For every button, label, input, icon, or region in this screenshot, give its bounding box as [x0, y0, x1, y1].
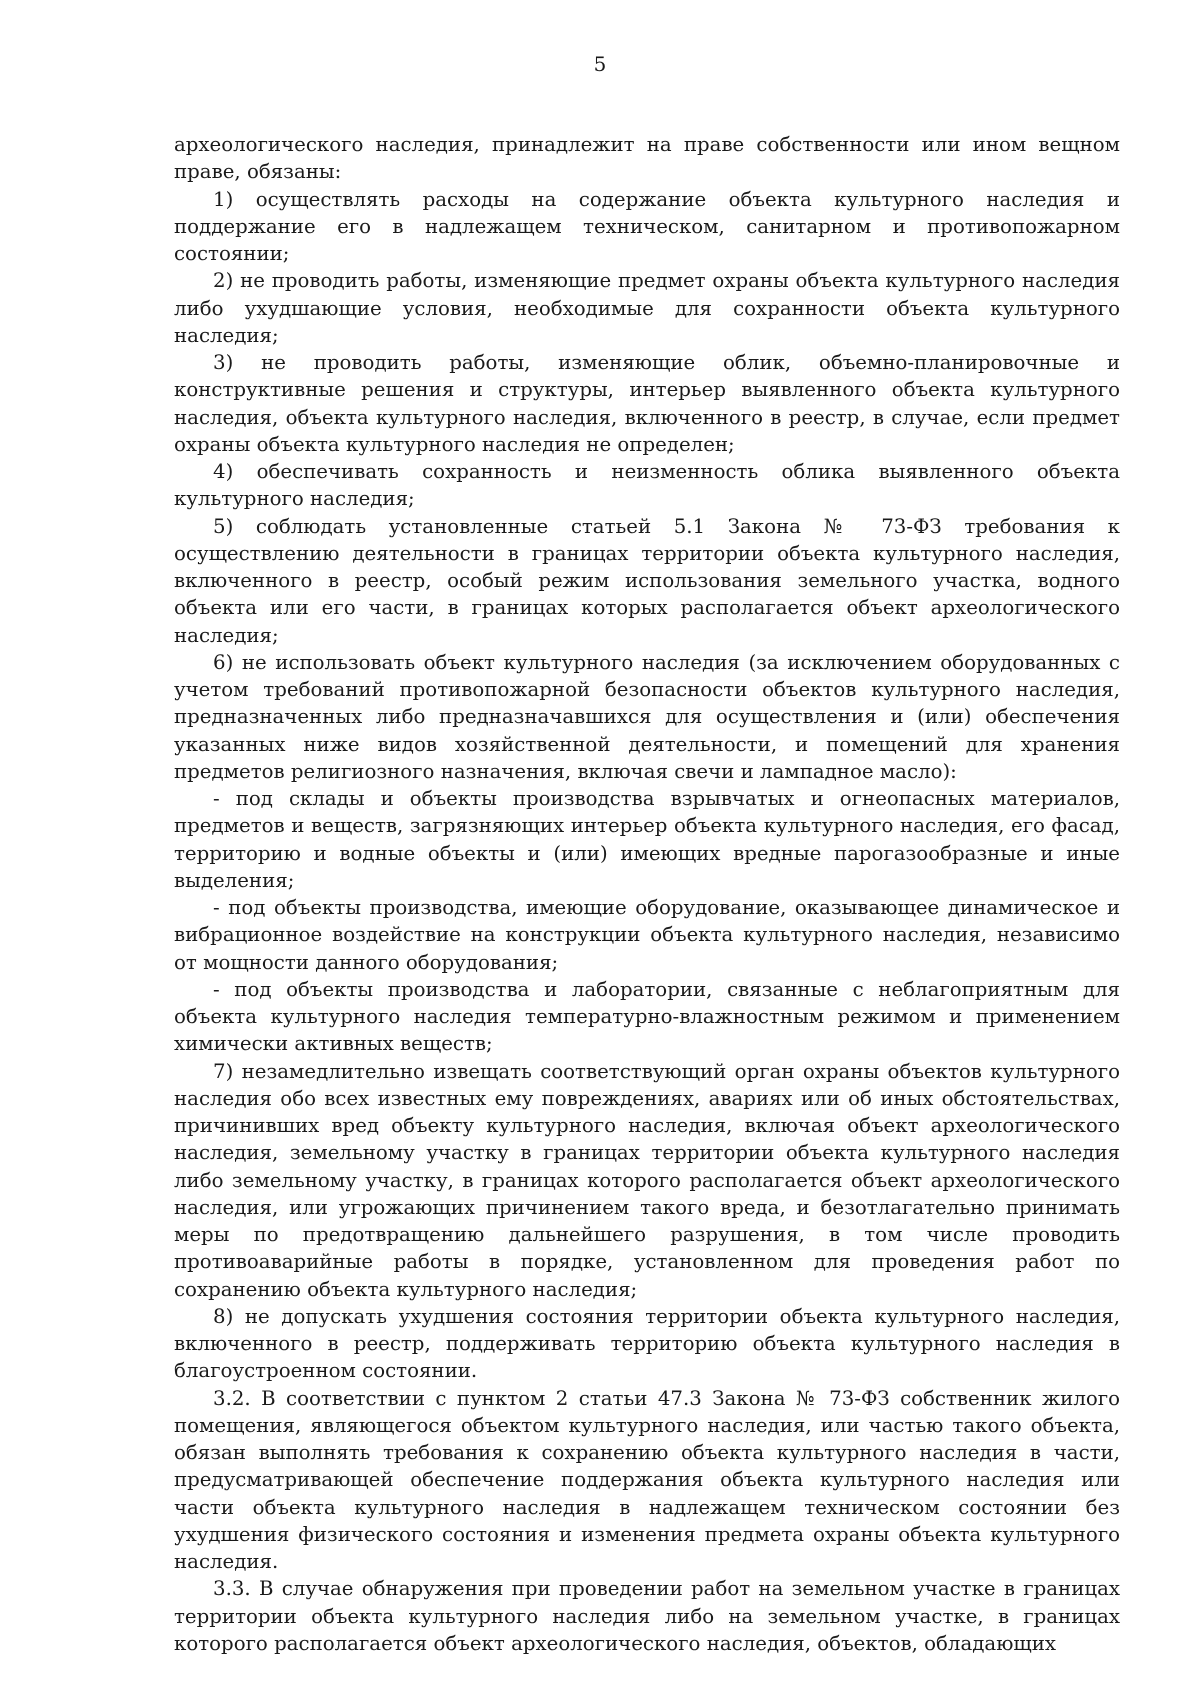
paragraph: 1) осуществлять расходы на содержание объекта культурного наследия и поддержание его в надлежащем техническом, санитарном и противопожарном состоянии; — [174, 187, 1120, 265]
paragraph: 5) соблюдать установленные статьей 5.1 Закона № 73-ФЗ требования к осуществлению деятельности в границах территории объекта культурного наследия, включенного в реестр, особый режим использования земельного участка, водного объекта или его части, в границах которых располагается объект археологического наследия; — [174, 514, 1120, 647]
page-number: 5 — [593, 52, 607, 76]
paragraph: археологического наследия, принадлежит на праве собственности или ином вещном праве, обязаны: — [174, 133, 1120, 184]
paragraph: 3.3. В случае обнаружения при проведении работ на земельном участке в границах территории объекта культурного наследия либо на земельном участке, в границах которого располагается объект археологического наследия, объектов, обладающих — [174, 1577, 1120, 1655]
paragraph: - под объекты производства и лаборатории, связанные с неблагоприятным для объекта культурного наследия температурно-влажностным режимом и применением химически активных веществ; — [174, 977, 1120, 1056]
paragraph: 6) не использовать объект культурного наследия (за исключением оборудованных с учетом требований противопожарной безопасности объектов культурного наследия, предназначенных либо предназначавшихся для осуществления и (или) обеспечения указанных ниже видов хозяйственной деятельности, и помещений для хранения предметов религиозного назначения, включая свечи и лампадное масло): — [174, 650, 1120, 783]
paragraph: 8) не допускать ухудшения состояния территории объекта культурного наследия, включенного в реестр, поддерживать территорию объекта культурного наследия в благоустроенном состоянии. — [174, 1304, 1120, 1383]
document-body — [174, 131, 1120, 1657]
paragraph: - под объекты производства, имеющие оборудование, оказывающее динамическое и вибрационное воздействие на конструкции объекта культурного наследия, независимо от мощности данного оборудования; — [174, 896, 1120, 974]
paragraph: 4) обеспечивать сохранность и неизменность облика выявленного объекта культурного наследия; — [174, 460, 1120, 511]
paragraph: 7) незамедлительно извещать соответствующий орган охраны объектов культурного наследия обо всех известных ему повреждениях, авариях или об иных обстоятельствах, причинивших вред объекту культурного наследия, включая объект археологического наследия, земельному участку в границах территории объекта культурного наследия либо земельному участку, в границах которого располагается объект археологического наследия, или угрожающих причинением такого вреда, и безотлагательно принимать меры по предотвращению дальнейшего разрушения, в том числе проводить противоаварийные работы в порядке, установленном для проведения работ по сохранению объекта культурного наследия; — [174, 1059, 1120, 1301]
paragraph: 2) не проводить работы, изменяющие предмет охраны объекта культурного наследия либо ухудшающие условия, необходимые для сохранности объекта культурного наследия; — [174, 269, 1120, 347]
paragraph: - под склады и объекты производства взрывчатых и огнеопасных материалов, предметов и веществ, загрязняющих интерьер объекта культурного наследия, его фасад, территорию и водные объекты и (или) имеющих вредные парогазообразные и иные выделения; — [174, 787, 1120, 892]
paragraph: 3.2. В соответствии с пунктом 2 статьи 47.3 Закона № 73-ФЗ собственник жилого помещения, являющегося объектом культурного наследия, или частью такого объекта, обязан выполнять требования к сохранению объекта культурного наследия в части, предусматривающей обеспечение поддержания объекта культурного наследия или части объекта культурного наследия в надлежащем техническом состоянии без ухудшения физического состояния и изменения предмета охраны объекта культурного наследия. — [174, 1386, 1120, 1573]
paragraph: 3) не проводить работы, изменяющие облик, объемно-планировочные и конструктивные решения и структуры, интерьер выявленного объекта культурного наследия, объекта культурного наследия, включенного в реестр, в случае, если предмет охраны объекта культурного наследия не определен; — [174, 351, 1120, 456]
